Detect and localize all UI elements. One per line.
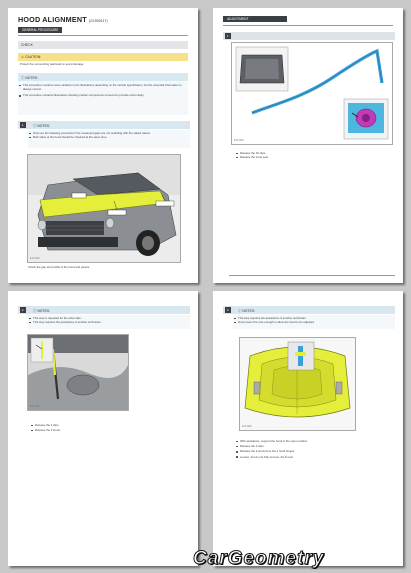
list-item: Only use the following procedure if the measured gaps are not matching with the stated values.: [28, 131, 188, 135]
info-icon: ⓘ: [238, 308, 242, 313]
step-number: 2.: [21, 308, 25, 312]
vehicle-hood-illustration: [27, 154, 181, 263]
list-item: Release the 2 clips.: [30, 423, 190, 427]
list-item: This step requires the assistance of another technician.: [233, 316, 393, 320]
list-item: Release the 2 struts from the 2 hood hinges.: [235, 449, 395, 453]
section-check: CHECK: [18, 41, 188, 49]
step-notes-heading: ⓘ NOTES:: [30, 121, 186, 129]
footer-line: [229, 275, 395, 276]
hood-underside-drawing: [240, 338, 355, 430]
figure-reference: E174121: [30, 405, 40, 408]
divider: [223, 25, 393, 26]
step-header: [18, 306, 190, 314]
step-actions: [235, 151, 395, 159]
figure-reference: E174119: [30, 257, 40, 260]
step-notes-body: [233, 315, 395, 329]
cargeometry-logo[interactable]: CarGeometry: [193, 548, 325, 569]
info-icon: ⓘ: [33, 123, 37, 128]
list-item: This procedure contains some variation in the illustrations depending on the vehicle specification, but the essential information is always correct.: [18, 83, 183, 91]
step-number: 1.: [226, 34, 230, 38]
step-notes-heading: ⓘ NOTES:: [235, 306, 391, 314]
step-header: [223, 306, 395, 314]
list-item: This procedure contains illustrations showing certain components removed to provide extra clarity.: [18, 93, 183, 97]
list-item: Only loosen the nuts enough to allow the hood to be adjusted.: [233, 320, 393, 324]
divider: [18, 35, 188, 36]
notes-body: [18, 81, 188, 115]
step-header: [223, 32, 395, 40]
step-actions: [30, 423, 190, 432]
list-item: This step requires the assistance of another technician.: [28, 320, 188, 324]
list-item: Loosen, but do not fully remove, the 8 nuts.: [235, 455, 395, 459]
list-item: Release the 16 clips.: [235, 151, 395, 155]
figure-reference: E174120: [234, 139, 244, 142]
strut-drawing: [28, 335, 128, 410]
adjustment-tab[interactable]: ADJUSTMENT: [223, 16, 287, 22]
seal-drawing: [232, 43, 392, 144]
step-header: [18, 121, 190, 129]
step-notes-body: [28, 315, 190, 329]
caution-text: Protect the surrounding paintwork to avoid damage.: [20, 62, 85, 66]
general-procedure-tab[interactable]: GENERAL PROCEDURE: [18, 27, 62, 33]
info-icon: ⓘ: [33, 308, 37, 313]
step-number: 1.: [21, 123, 25, 127]
manual-page-1: [8, 8, 198, 283]
step-number: 3.: [226, 308, 230, 312]
manual-page-2: [213, 8, 403, 283]
notes-heading: ⓘ NOTES:: [18, 73, 188, 82]
manual-page-4: [213, 291, 403, 566]
step-notes-heading: ⓘ NOTES:: [30, 306, 186, 314]
list-item: Release the 2 struts.: [30, 428, 190, 432]
hood-hinge-illustration: [239, 337, 356, 431]
hood-seal-illustration: [231, 42, 393, 145]
list-item: Release the 2 clips.: [235, 444, 395, 448]
step-actions: [235, 439, 395, 459]
list-item: Release the hood seal.: [235, 155, 395, 159]
hood-strut-illustration: [27, 334, 129, 411]
list-item: This step is repeated for the other side.: [28, 316, 188, 320]
vehicle-front-drawing: [28, 155, 180, 262]
manual-page-3: [8, 291, 198, 566]
list-item: Both sides of the hood should be checked at the same time.: [28, 135, 188, 139]
figure-reference: E174122: [242, 425, 252, 428]
list-item: With assistance, support the hood in the open position.: [235, 439, 395, 443]
warning-icon: ⚠: [21, 55, 25, 59]
caution-heading: ⚠ CAUTION:: [18, 53, 188, 61]
page-title: HOOD ALIGNMENT (G1930117): [18, 15, 108, 24]
step-caption: Check the gap and profile of the hood and panels.: [28, 265, 90, 269]
info-icon: ⓘ: [21, 76, 25, 80]
step-notes-body: [28, 130, 190, 148]
